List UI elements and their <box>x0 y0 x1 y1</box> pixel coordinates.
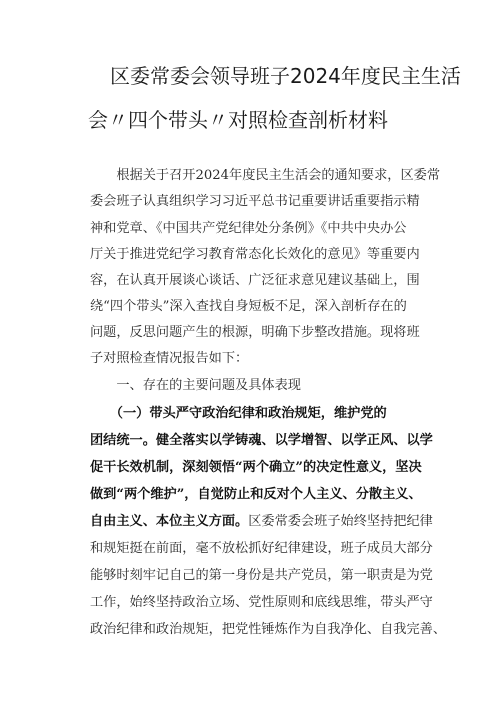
body-line-3: 能够时刻牢记自己的第一身份是共产党员，第一职责是为党 <box>90 568 433 583</box>
subsection-heading-line-4: 做到“两个维护”，自觉防止和反对个人主义、分散主义、 <box>90 487 422 502</box>
body-line-2: 和规矩挺在前面，毫不放松抓好纪律建设，班子成员大部分 <box>90 541 433 556</box>
subsection-heading-line-3: 促干长效机制，深刻领悟“两个确立”的决定性意义，坚决 <box>90 460 422 475</box>
section-heading-1: 一、存在的主要问题及具体表现 <box>90 378 301 393</box>
body-line-1: 区委常委会班子始终坚持把纪律 <box>248 514 433 529</box>
intro-line-7: 问题，反思问题产生的根源，明确下步整改措施。现将班 <box>90 325 420 340</box>
mixed-line <box>90 514 433 530</box>
subsection-heading-line-1: （一）带头严守政治纪律和政治规矩，维护党的 <box>90 406 387 421</box>
intro-line-8: 子对照检查情况报告如下： <box>90 351 249 366</box>
intro-line-3: 神和党章、《中国共产党纪律处分条例》《中共中央办公 <box>90 221 407 236</box>
document-title-line-2: 会〃四个带头〃对照检查剖析材料 <box>88 108 388 132</box>
intro-line-5: 容，在认真开展谈心谈话、广泛征求意见建议基础上，围 <box>90 273 420 288</box>
intro-line-6: 绕“四个带头”深入查找自身短板不足，深入剖析存在的 <box>90 299 407 314</box>
body-line-4: 工作，始终坚持政治立场、党性原则和底线思维，带头严守 <box>90 595 433 610</box>
intro-line-1: 根据关于召开2024年度民主生活会的通知要求，区委常 <box>90 168 441 183</box>
body-line-5: 政治纪律和政治规矩，把党性锤炼作为自我净化、自我完善、 <box>90 622 447 637</box>
intro-line-4: 厅关于推进党纪学习教育常态化长效化的意见》等重要内 <box>90 247 420 262</box>
document-title-line-1: 区委常委会领导班子2024年度民主生活 <box>110 64 461 88</box>
intro-line-2: 委会班子认真组织学习习近平总书记重要讲话重要指示精 <box>90 194 420 209</box>
subsection-heading-line-2: 团结统一。健全落实以学铸魂、以学增智、以学正风、以学 <box>90 433 433 448</box>
subsection-heading-line-5: 自由主义、本位主义方面。 <box>90 514 249 529</box>
